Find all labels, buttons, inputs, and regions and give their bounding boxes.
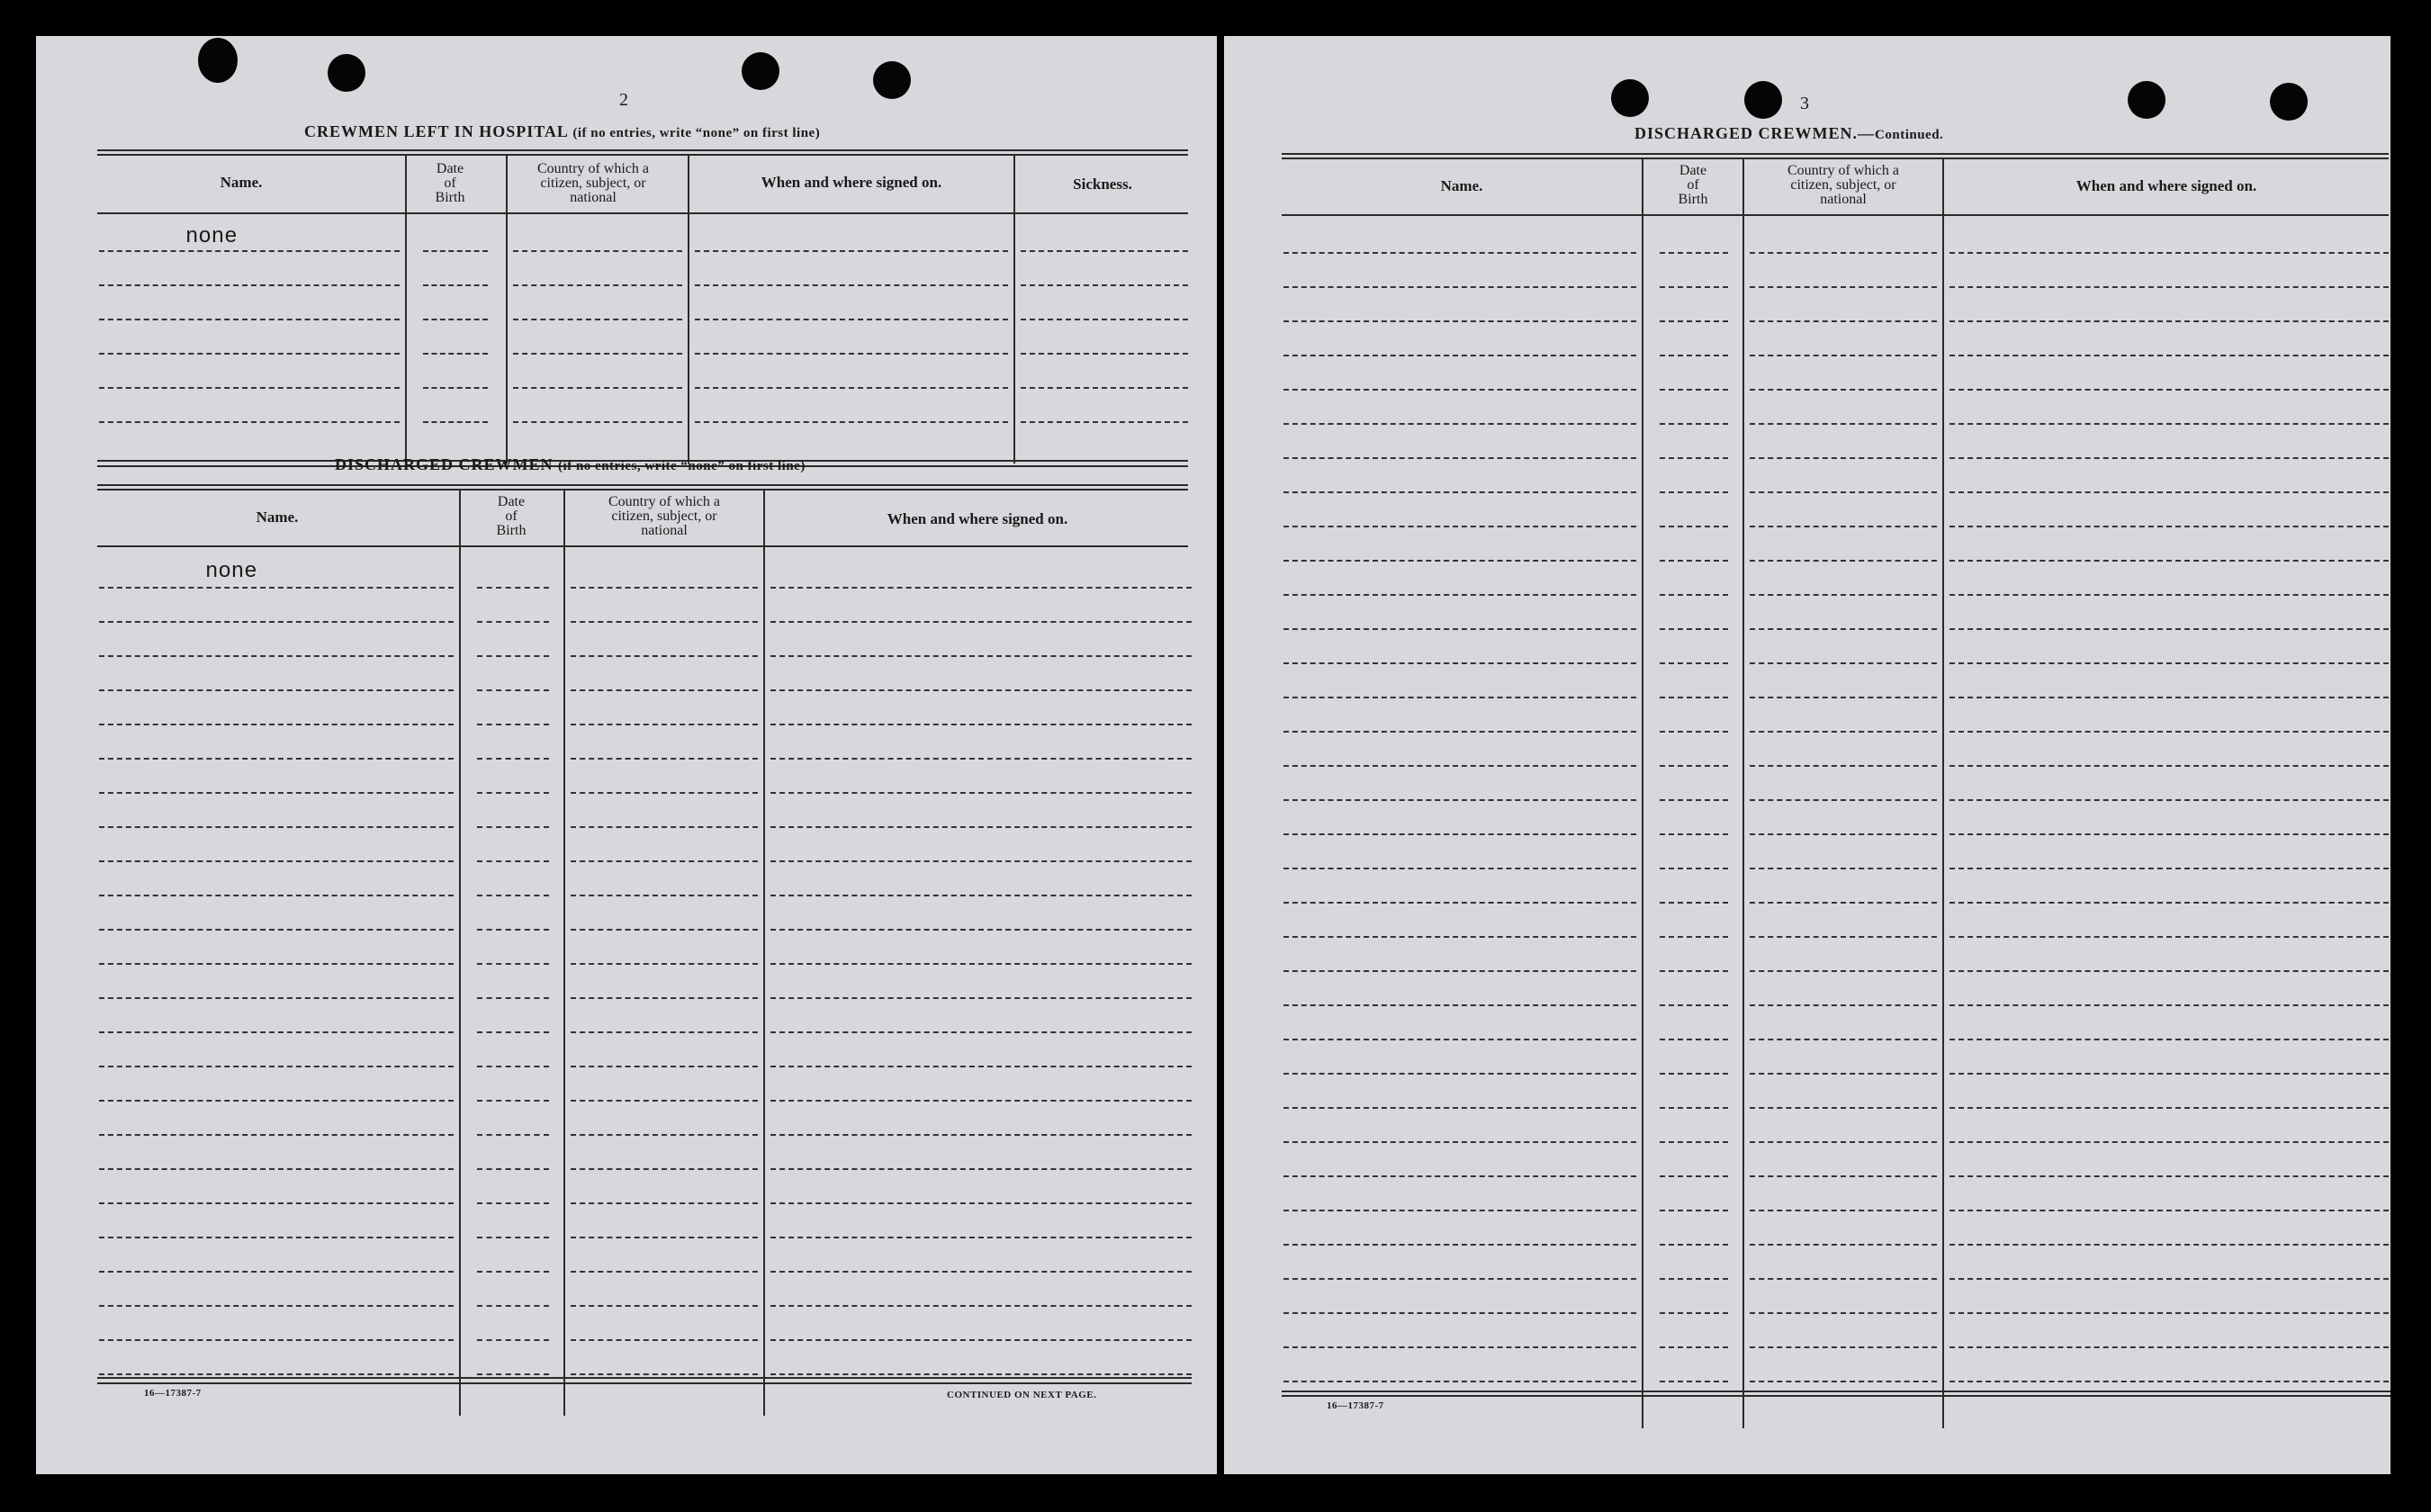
ruling-line	[99, 792, 454, 794]
ruling-line	[477, 689, 549, 691]
ruling-line	[571, 1031, 758, 1033]
ruling-line	[1283, 833, 1636, 835]
ruling-line	[571, 587, 758, 589]
ruling-line	[1949, 697, 2389, 698]
ruling-line	[1660, 252, 1728, 254]
ruling-line	[770, 1202, 1192, 1204]
ruling-line	[571, 1168, 758, 1170]
ruling-line	[695, 250, 1008, 252]
ruling-line	[1660, 799, 1728, 801]
ruling-line	[1660, 1107, 1728, 1109]
ruling-line	[99, 250, 400, 252]
punch-hole	[2128, 81, 2165, 119]
ruling-line	[1283, 355, 1636, 356]
punch-hole	[2270, 83, 2308, 121]
ruling-line	[423, 284, 488, 286]
ruling-line	[99, 758, 454, 760]
ruling-line	[770, 929, 1192, 931]
ruling-line	[99, 689, 454, 691]
ruling-line	[1949, 970, 2389, 972]
ruling-line	[1949, 457, 2389, 459]
ruling-line	[1750, 423, 1937, 425]
ruling-line	[1949, 765, 2389, 767]
ruling-line	[1660, 936, 1728, 938]
ruling-line	[770, 1305, 1192, 1307]
ruling-line	[1750, 868, 1937, 869]
ruling-line	[1283, 320, 1636, 322]
ruling-line	[477, 1066, 549, 1067]
ruling-line	[423, 387, 488, 389]
ruling-line	[99, 587, 454, 589]
ruling-line	[571, 1373, 758, 1375]
ruling-line	[99, 319, 400, 320]
ruling-line	[477, 1134, 549, 1136]
ruling-line	[770, 860, 1192, 862]
ruling-line	[1021, 250, 1188, 252]
ruling-line	[571, 963, 758, 965]
ruling-line	[770, 1168, 1192, 1170]
punch-hole	[1744, 81, 1782, 119]
ruling-line	[1660, 1312, 1728, 1314]
col-header-dob: Date of Birth	[435, 161, 465, 205]
ruling-line	[770, 689, 1192, 691]
punch-hole	[198, 38, 238, 83]
ruling-line	[513, 250, 682, 252]
form-code: 16—17387-7	[1327, 1400, 1384, 1411]
ruling-line	[1283, 286, 1636, 288]
ruling-line	[571, 1202, 758, 1204]
ruling-line	[1949, 423, 2389, 425]
ruling-line	[1750, 1346, 1937, 1348]
ruling-line	[99, 860, 454, 862]
ruling-line	[1949, 1004, 2389, 1006]
ruling-line	[770, 758, 1192, 760]
ruling-line	[571, 929, 758, 931]
ruling-line	[571, 997, 758, 999]
ruling-line	[99, 1066, 454, 1067]
ruling-line	[1660, 423, 1728, 425]
ruling-line	[1283, 628, 1636, 630]
ruling-line	[1283, 697, 1636, 698]
page-title: DISCHARGED CREWMEN.—Continued.	[1634, 124, 1944, 142]
ruling-line	[1750, 1107, 1937, 1109]
ruling-line	[423, 353, 488, 355]
ruling-line	[1949, 286, 2389, 288]
ruling-line	[571, 724, 758, 725]
ruling-line	[1750, 1244, 1937, 1246]
ruling-line	[1660, 1073, 1728, 1075]
ruling-line	[1660, 594, 1728, 596]
ruling-line	[1750, 1004, 1937, 1006]
form-code: 16—17387-7	[144, 1388, 202, 1399]
ruling-line	[99, 826, 454, 828]
ruling-line	[1949, 799, 2389, 801]
ruling-line	[770, 1237, 1192, 1238]
col-header-sickness: Sickness.	[1073, 176, 1132, 193]
ruling-line	[477, 963, 549, 965]
ruling-line	[770, 1339, 1192, 1341]
ruling-line	[1660, 1039, 1728, 1040]
ruling-line	[571, 758, 758, 760]
ruling-line	[99, 1100, 454, 1102]
ruling-line	[477, 1271, 549, 1273]
ruling-line	[1750, 1175, 1937, 1177]
ruling-line	[571, 895, 758, 896]
ruling-line	[1949, 1073, 2389, 1075]
ruling-line	[1949, 1141, 2389, 1143]
ruling-line	[1660, 902, 1728, 904]
ruling-line	[1660, 1346, 1728, 1348]
ruling-line	[477, 724, 549, 725]
ruling-line	[1750, 1210, 1937, 1211]
ruling-line	[477, 1305, 549, 1307]
ruling-line	[513, 353, 682, 355]
ruling-line	[1283, 662, 1636, 664]
ruling-line	[1949, 936, 2389, 938]
ruling-line	[1660, 628, 1728, 630]
ruling-line	[1283, 560, 1636, 562]
ruling-line	[770, 895, 1192, 896]
ruling-line	[477, 1100, 549, 1102]
ruling-line	[1660, 868, 1728, 869]
col-header-name: Name.	[256, 508, 299, 526]
ruling-line	[770, 1134, 1192, 1136]
ruling-line	[695, 421, 1008, 423]
ruling-line	[1660, 1175, 1728, 1177]
ruling-line	[571, 826, 758, 828]
ruling-line	[770, 997, 1192, 999]
ruling-line	[1949, 1278, 2389, 1280]
ruling-line	[1660, 1381, 1728, 1382]
ruling-line	[99, 621, 454, 623]
ruling-line	[99, 1339, 454, 1341]
ruling-line	[1949, 1175, 2389, 1177]
col-header-country: Country of which a citizen, subject, or national	[537, 161, 649, 205]
col-header-signed-on: When and where signed on.	[2075, 177, 2257, 194]
ruling-line	[99, 997, 454, 999]
punch-hole	[328, 54, 365, 92]
ruling-line	[770, 621, 1192, 623]
ruling-line	[1949, 628, 2389, 630]
ruling-line	[1750, 628, 1937, 630]
ruling-line	[571, 1066, 758, 1067]
ruling-line	[1949, 1346, 2389, 1348]
col-header-name: Name.	[1440, 177, 1483, 194]
ruling-line	[1283, 1175, 1636, 1177]
ruling-line	[477, 655, 549, 657]
ruling-line	[1283, 1107, 1636, 1109]
ruling-line	[477, 1168, 549, 1170]
ruling-line	[571, 655, 758, 657]
ruling-line	[477, 1237, 549, 1238]
ruling-line	[770, 963, 1192, 965]
ruling-line	[1750, 833, 1937, 835]
ruling-line	[1283, 1244, 1636, 1246]
continued-note: CONTINUED ON NEXT PAGE.	[947, 1390, 1097, 1400]
ruling-line	[1949, 594, 2389, 596]
ruling-line	[1949, 1244, 2389, 1246]
ruling-line	[1750, 1312, 1937, 1314]
ruling-line	[1660, 389, 1728, 391]
ruling-line	[770, 826, 1192, 828]
ruling-line	[1660, 1141, 1728, 1143]
ruling-line	[770, 1066, 1192, 1067]
ruling-line	[571, 689, 758, 691]
ruling-line	[1283, 423, 1636, 425]
ruling-line	[770, 587, 1192, 589]
ruling-line	[1949, 560, 2389, 562]
ruling-line	[99, 1031, 454, 1033]
ruling-line	[1750, 662, 1937, 664]
ruling-line	[1283, 526, 1636, 527]
ruling-line	[1283, 936, 1636, 938]
ruling-line	[1021, 387, 1188, 389]
hospital-entry-none: none	[185, 225, 238, 249]
ruling-line	[770, 655, 1192, 657]
ruling-line	[99, 387, 400, 389]
ruling-line	[477, 860, 549, 862]
ruling-line	[1750, 594, 1937, 596]
ruling-line	[1750, 1381, 1937, 1382]
ruling-line	[1949, 868, 2389, 869]
col-header-dob: Date of Birth	[1678, 163, 1708, 207]
ruling-line	[477, 1202, 549, 1204]
ruling-line	[1021, 319, 1188, 320]
ruling-line	[1283, 1141, 1636, 1143]
ruling-line	[99, 1271, 454, 1273]
ruling-line	[1750, 491, 1937, 493]
ruling-line	[1949, 1210, 2389, 1211]
ruling-line	[1949, 389, 2389, 391]
ruling-line	[695, 284, 1008, 286]
ruling-line	[1949, 491, 2389, 493]
ruling-line	[1750, 1039, 1937, 1040]
ruling-line	[513, 387, 682, 389]
ruling-line	[1750, 1278, 1937, 1280]
col-header-country: Country of which a citizen, subject, or national	[608, 494, 720, 538]
ruling-line	[1660, 457, 1728, 459]
ruling-line	[1283, 252, 1636, 254]
ruling-line	[99, 895, 454, 896]
ruling-line	[1660, 833, 1728, 835]
ruling-line	[1283, 457, 1636, 459]
ruling-line	[571, 1271, 758, 1273]
ruling-line	[1660, 1004, 1728, 1006]
ruling-line	[770, 1373, 1192, 1375]
ruling-line	[1660, 662, 1728, 664]
ruling-line	[1660, 491, 1728, 493]
col-header-name: Name.	[220, 174, 263, 191]
col-header-signed-on: When and where signed on.	[887, 510, 1068, 527]
ruling-line	[770, 792, 1192, 794]
col-header-dob: Date of Birth	[496, 494, 527, 538]
ruling-line	[1949, 320, 2389, 322]
ruling-line	[1949, 1039, 2389, 1040]
ruling-line	[1750, 252, 1937, 254]
ruling-line	[1750, 936, 1937, 938]
ruling-line	[1750, 765, 1937, 767]
ruling-line	[513, 319, 682, 320]
ruling-line	[1750, 286, 1937, 288]
ruling-line	[1949, 1312, 2389, 1314]
ruling-line	[1660, 697, 1728, 698]
ruling-line	[1750, 457, 1937, 459]
ruling-line	[1283, 1346, 1636, 1348]
ruling-line	[770, 1100, 1192, 1102]
ruling-line	[1283, 868, 1636, 869]
punch-hole	[1611, 79, 1649, 117]
ruling-line	[1660, 560, 1728, 562]
ruling-line	[1283, 1073, 1636, 1075]
ruling-line	[1021, 353, 1188, 355]
col-header-country: Country of which a citizen, subject, or national	[1787, 163, 1899, 207]
ruling-line	[477, 997, 549, 999]
ruling-line	[477, 587, 549, 589]
ruling-line	[571, 860, 758, 862]
ruling-line	[1283, 1381, 1636, 1382]
ruling-line	[1750, 560, 1937, 562]
ruling-line	[1660, 1244, 1728, 1246]
ruling-line	[477, 1339, 549, 1341]
ruling-line	[513, 421, 682, 423]
ruling-line	[1949, 252, 2389, 254]
ruling-line	[1021, 284, 1188, 286]
ruling-line	[477, 792, 549, 794]
ruling-line	[513, 284, 682, 286]
ruling-line	[1949, 1381, 2389, 1382]
ruling-line	[1283, 1039, 1636, 1040]
left-page	[36, 36, 1217, 1474]
ruling-line	[423, 421, 488, 423]
ruling-line	[695, 353, 1008, 355]
ruling-line	[1660, 731, 1728, 733]
ruling-line	[99, 655, 454, 657]
page-number: 3	[1800, 94, 1809, 113]
ruling-line	[1660, 286, 1728, 288]
discharged-section-title: DISCHARGED CREWMEN (if no entries, write “none” on first line)	[335, 455, 806, 473]
ruling-line	[1750, 320, 1937, 322]
punch-hole	[873, 61, 911, 99]
ruling-line	[1750, 1141, 1937, 1143]
ruling-line	[1283, 902, 1636, 904]
ruling-line	[477, 1031, 549, 1033]
ruling-line	[99, 929, 454, 931]
ruling-line	[1750, 697, 1937, 698]
ruling-line	[1949, 731, 2389, 733]
ruling-line	[1660, 970, 1728, 972]
ruling-line	[1949, 833, 2389, 835]
ruling-line	[571, 1305, 758, 1307]
ruling-line	[1750, 731, 1937, 733]
ruling-line	[571, 1339, 758, 1341]
hospital-section-title: CREWMEN LEFT IN HOSPITAL (if no entries, write “none” on first line)	[304, 122, 821, 140]
ruling-line	[571, 792, 758, 794]
ruling-line	[477, 826, 549, 828]
ruling-line	[1283, 1312, 1636, 1314]
col-header-signed-on: When and where signed on.	[761, 174, 942, 191]
ruling-line	[477, 758, 549, 760]
ruling-line	[1750, 902, 1937, 904]
ruling-line	[770, 1271, 1192, 1273]
ruling-line	[571, 1100, 758, 1102]
ruling-line	[1750, 970, 1937, 972]
ruling-line	[99, 724, 454, 725]
right-page	[1224, 36, 2390, 1474]
ruling-line	[1949, 1107, 2389, 1109]
ruling-line	[477, 621, 549, 623]
ruling-line	[477, 895, 549, 896]
ruling-line	[1283, 731, 1636, 733]
ruling-line	[1949, 902, 2389, 904]
ruling-line	[770, 1031, 1192, 1033]
ruling-line	[1660, 765, 1728, 767]
ruling-line	[571, 1237, 758, 1238]
ruling-line	[99, 284, 400, 286]
ruling-line	[99, 1305, 454, 1307]
ruling-line	[1283, 389, 1636, 391]
ruling-line	[1949, 526, 2389, 527]
ruling-line	[99, 1237, 454, 1238]
ruling-line	[477, 1373, 549, 1375]
ruling-line	[99, 1373, 454, 1375]
ruling-line	[1949, 662, 2389, 664]
ruling-line	[1949, 355, 2389, 356]
ruling-line	[1021, 421, 1188, 423]
ruling-line	[1750, 355, 1937, 356]
ruling-line	[423, 250, 488, 252]
ruling-line	[1283, 1004, 1636, 1006]
discharged-entry-none: none	[205, 560, 257, 584]
ruling-line	[1283, 594, 1636, 596]
ruling-line	[1750, 526, 1937, 527]
ruling-line	[1660, 355, 1728, 356]
ruling-line	[477, 929, 549, 931]
ruling-line	[1283, 765, 1636, 767]
ruling-line	[1283, 1278, 1636, 1280]
ruling-line	[571, 1134, 758, 1136]
ruling-line	[1283, 491, 1636, 493]
ruling-line	[1750, 799, 1937, 801]
ruling-line	[99, 963, 454, 965]
ruling-line	[99, 1202, 454, 1204]
ruling-line	[1283, 970, 1636, 972]
ruling-line	[695, 387, 1008, 389]
ruling-line	[99, 421, 400, 423]
ruling-line	[1660, 320, 1728, 322]
ruling-line	[1750, 1073, 1937, 1075]
page-number: 2	[619, 90, 628, 110]
ruling-line	[695, 319, 1008, 320]
ruling-line	[1283, 799, 1636, 801]
punch-hole	[742, 52, 779, 90]
ruling-line	[99, 1134, 454, 1136]
ruling-line	[1660, 1278, 1728, 1280]
ruling-line	[99, 1168, 454, 1170]
ruling-line	[99, 353, 400, 355]
ruling-line	[1750, 389, 1937, 391]
ruling-line	[423, 319, 488, 320]
ruling-line	[1283, 1210, 1636, 1211]
ruling-line	[1660, 1210, 1728, 1211]
ruling-line	[1660, 526, 1728, 527]
ruling-line	[770, 724, 1192, 725]
ruling-line	[571, 621, 758, 623]
